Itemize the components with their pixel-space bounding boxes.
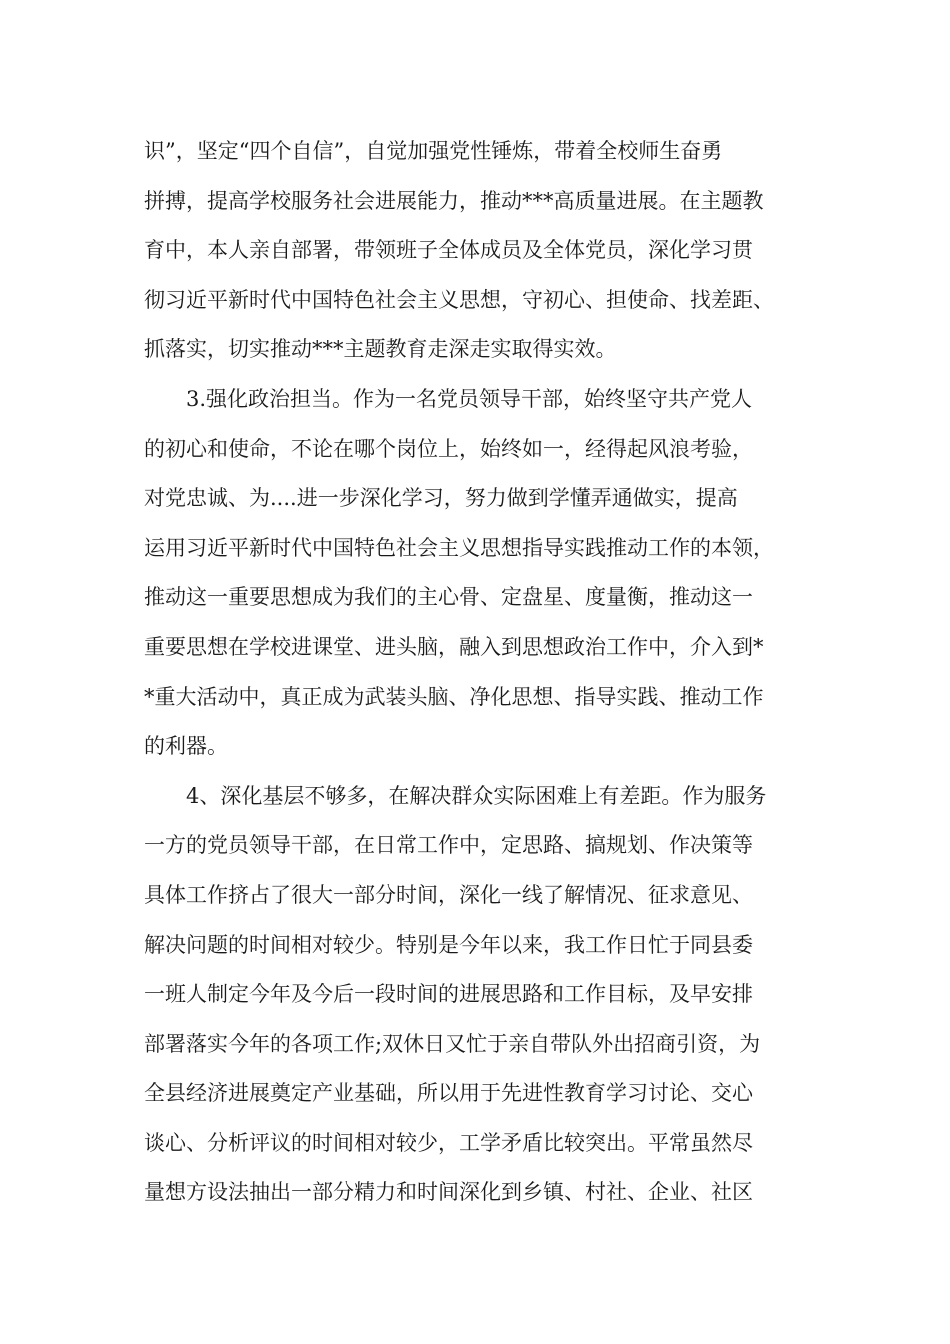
text-line: 运用习近平新时代中国特色社会主义思想指导实践推动工作的本领，	[144, 535, 774, 560]
text-line: 育中，本人亲自部署，带领班子全体成员及全体党员，深化学习贯	[144, 238, 753, 263]
text-line: 全县经济进展奠定产业基础，所以用于先进性教育学习讨论、交心	[144, 1081, 753, 1106]
text-line: 谈心、分析评议的时间相对较少，工学矛盾比较突出。平常虽然尽	[144, 1130, 753, 1155]
paragraph-3	[144, 375, 824, 772]
text-line-first: 3.强化政治担当。作为一名党员领导干部，始终坚守共产党人	[186, 386, 753, 411]
text-line: 部署落实今年的各项工作;双休日又忙于亲自带队外出招商引资，为	[144, 1031, 761, 1056]
document-body	[144, 127, 824, 1218]
text-line: 一班人制定今年及今后一段时间的进展思路和工作目标，及早安排	[144, 982, 753, 1007]
text-line: 量想方设法抽出一部分精力和时间深化到乡镇、村社、企业、社区	[144, 1180, 753, 1205]
text-line: 的利器。	[144, 734, 228, 759]
text-line: 抓落实，切实推动***主题教育走深走实取得实效。	[144, 337, 617, 362]
text-line: 拼搏，提高学校服务社会进展能力，推动***高质量进展。在主题教	[144, 188, 764, 213]
text-line: 具体工作挤占了很大一部分时间，深化一线了解情况、征求意见、	[144, 882, 753, 907]
text-line-first: 4、深化基层不够多，在解决群众实际困难上有差距。作为服务	[186, 783, 767, 808]
text-line: 的初心和使命，不论在哪个岗位上，始终如一，经得起风浪考验，	[144, 436, 753, 461]
paragraph-continuation	[144, 127, 824, 375]
text-line: 识”，坚定“四个自信”，自觉加强党性锤炼，带着全校师生奋勇	[144, 139, 723, 163]
text-line: 对党忠诚、为....进一步深化学习，努力做到学懂弄通做实，提高	[144, 486, 738, 511]
text-line: 推动这一重要思想成为我们的主心骨、定盘星、度量衡，推动这一	[144, 585, 753, 610]
text-line: 彻习近平新时代中国特色社会主义思想，守初心、担使命、找差距、	[144, 287, 774, 312]
text-line: 重要思想在学校进课堂、进头脑，融入到思想政治工作中，介入到*	[144, 634, 764, 659]
paragraph-4	[144, 772, 824, 1218]
text-line: 一方的党员领导干部，在日常工作中，定思路、搞规划、作决策等	[144, 833, 753, 858]
text-line: *重大活动中，真正成为武装头脑、净化思想、指导实践、推动工作	[144, 684, 764, 709]
text-line: 解决问题的时间相对较少。特别是今年以来，我工作日忙于同县委	[144, 932, 753, 957]
